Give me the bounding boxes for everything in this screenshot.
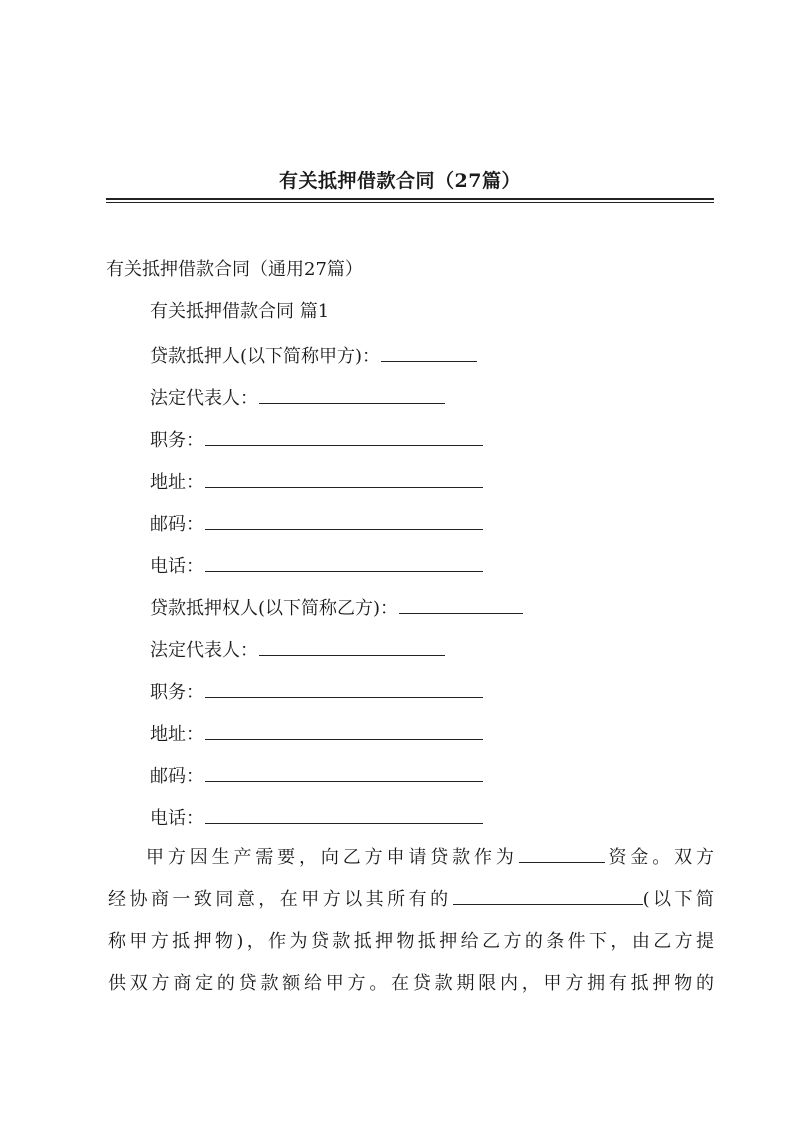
party-a-address-field — [150, 469, 483, 495]
party-a-label: 贷款抵押人(以下简称甲方)： — [150, 346, 381, 367]
body-text: 资金。双方 — [604, 847, 715, 868]
party-b-postcode-label: 邮码： — [150, 766, 204, 787]
body-line: 称甲方抵押物)，作为贷款抵押物抵押给乙方的条件下，由乙方提 — [108, 931, 714, 952]
party-b-label: 贷款抵押权人(以下简称乙方)： — [150, 598, 399, 619]
party-a-title-field — [150, 427, 483, 453]
party-b-address-field — [150, 721, 483, 747]
party-b-rep-blank[interactable] — [259, 637, 445, 656]
body-line — [108, 879, 714, 921]
collateral-blank[interactable] — [453, 886, 643, 905]
title-divider — [106, 198, 714, 203]
party-a-postcode-blank[interactable] — [205, 511, 483, 530]
party-b-field — [150, 595, 523, 621]
party-b-title-field — [150, 679, 483, 705]
party-a-postcode-field — [150, 511, 483, 537]
document-subtitle: 有关抵押借款合同（通用27篇） — [106, 259, 363, 280]
party-a-postcode-label: 邮码： — [150, 514, 204, 535]
body-text: 甲方因生产需要，向乙方申请贷款作为 — [146, 847, 518, 868]
party-a-title-blank[interactable] — [205, 427, 483, 446]
party-b-phone-field — [150, 805, 483, 831]
body-line: 供双方商定的贷款额给甲方。在贷款期限内，甲方拥有抵押物的 — [108, 973, 714, 994]
party-a-phone-label: 电话： — [150, 556, 204, 577]
party-b-address-blank[interactable] — [205, 721, 483, 740]
party-a-address-blank[interactable] — [205, 469, 483, 488]
party-b-rep-field — [150, 637, 445, 663]
party-a-rep-field — [150, 385, 445, 411]
page-title: 有关抵押借款合同（27篇） — [279, 170, 521, 192]
party-b-title-label: 职务： — [150, 682, 204, 703]
party-b-phone-label: 电话： — [150, 808, 204, 829]
party-b-title-blank[interactable] — [205, 679, 483, 698]
party-b-phone-blank[interactable] — [205, 805, 483, 824]
body-text: 经协商一致同意，在甲方以其所有的 — [108, 889, 452, 910]
party-b-postcode-field — [150, 763, 483, 789]
party-b-postcode-blank[interactable] — [205, 763, 483, 782]
body-line — [108, 837, 714, 879]
party-b-blank[interactable] — [399, 595, 523, 614]
body-paragraph — [108, 837, 714, 1005]
party-b-rep-label: 法定代表人： — [150, 640, 258, 661]
party-a-phone-blank[interactable] — [205, 553, 483, 572]
section-heading: 有关抵押借款合同 篇1 — [150, 301, 330, 322]
party-a-title-label: 职务： — [150, 430, 204, 451]
party-a-rep-label: 法定代表人： — [150, 388, 258, 409]
party-b-address-label: 地址： — [150, 724, 204, 745]
party-a-address-label: 地址： — [150, 472, 204, 493]
body-text: (以下简 — [642, 889, 715, 910]
party-a-blank[interactable] — [381, 343, 477, 362]
party-a-field — [150, 343, 477, 369]
party-a-phone-field — [150, 553, 483, 579]
party-a-rep-blank[interactable] — [259, 385, 445, 404]
purpose-blank[interactable] — [519, 844, 605, 863]
